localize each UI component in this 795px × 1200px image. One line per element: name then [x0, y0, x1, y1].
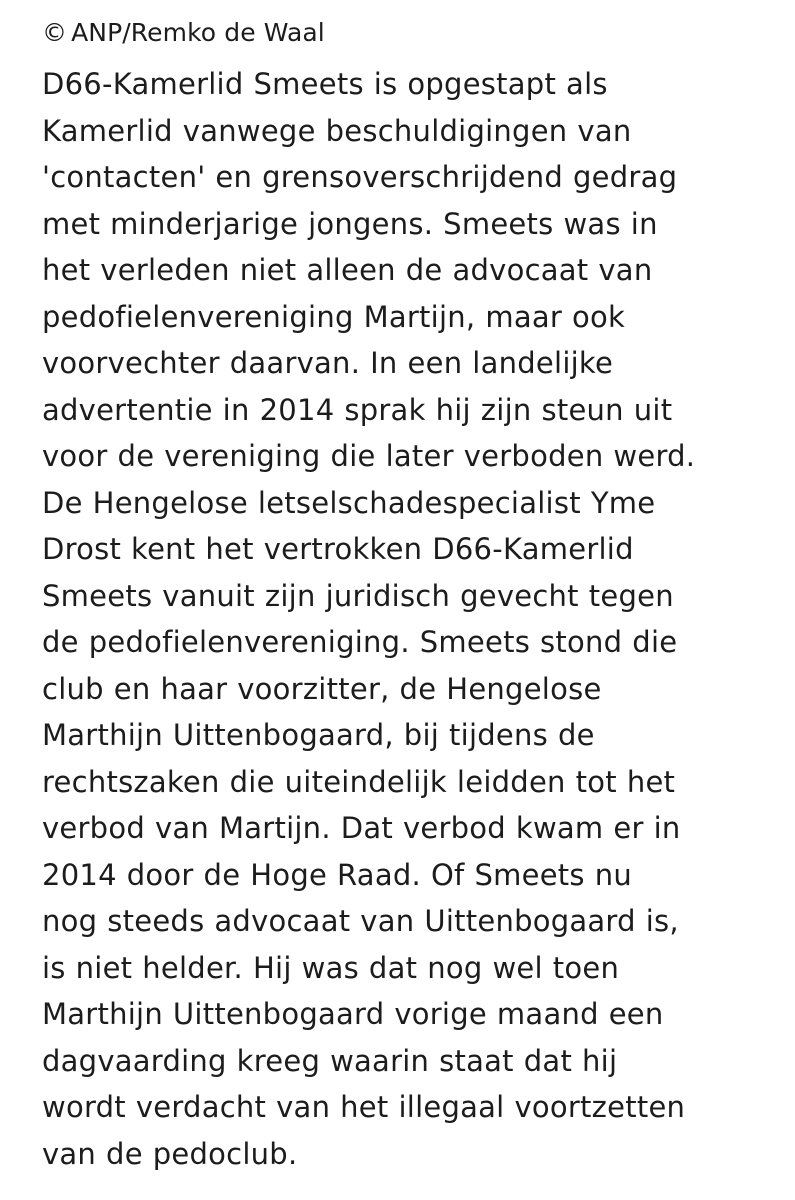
- article-line: verbod van Martijn. Dat verbod kwam er in: [42, 811, 681, 845]
- article-line: pedofielenvereniging Martijn, maar ook: [42, 299, 626, 334]
- article-line: is niet helder. Hij was dat nog wel toen: [42, 950, 620, 985]
- photo-credit: [42, 12, 759, 54]
- article-line: club en haar voorzitter, de Hengelose: [42, 671, 602, 706]
- article-line: Marthijn Uittenbogaard vorige maand een: [42, 997, 664, 1031]
- article-line: nog steeds advocaat van Uittenbogaard is,: [42, 904, 679, 938]
- article-line: dagvaarding kreeg waarin staat dat hij: [42, 1043, 618, 1078]
- article-line: wordt verdacht van het illegaal voortzetten: [42, 1090, 686, 1124]
- article-line: voorvechter daarvan. In een landelijke: [42, 346, 614, 380]
- article-line: Drost kent het vertrokken D66-Kamerlid: [42, 532, 634, 566]
- article-line: D66-Kamerlid Smeets is opgestapt als: [42, 67, 608, 101]
- article-body: [42, 61, 759, 1177]
- article-line: van de pedoclub.: [42, 1136, 298, 1171]
- article-line: voor de vereniging die later verboden werd.: [42, 439, 696, 473]
- article-line: het verleden niet alleen de advocaat van: [42, 253, 653, 287]
- article-line: de pedofielenvereniging. Smeets stond die: [42, 625, 678, 659]
- article-line: rechtszaken die uiteindelijk leidden tot het: [42, 764, 676, 799]
- article-line: advertentie in 2014 sprak hij zijn steun uit: [42, 392, 673, 427]
- article-line: Marthijn Uittenbogaard, bij tijdens de: [42, 718, 595, 752]
- article-line: met minderjarige jongens. Smeets was in: [42, 206, 658, 241]
- article-line: Smeets vanuit zijn juridisch gevecht tegen: [42, 578, 674, 613]
- photo-credit-text: ANP/Remko de Waal: [71, 18, 325, 47]
- article-line: 'contacten' en grensoverschrijdend gedrag: [42, 160, 678, 194]
- article-line: 2014 door de Hoge Raad. Of Smeets nu: [42, 857, 632, 892]
- article-line: De Hengelose letselschadespecialist Yme: [42, 485, 656, 520]
- copyright-icon: ©: [42, 18, 68, 47]
- article-line: Kamerlid vanwege beschuldigingen van: [42, 113, 632, 148]
